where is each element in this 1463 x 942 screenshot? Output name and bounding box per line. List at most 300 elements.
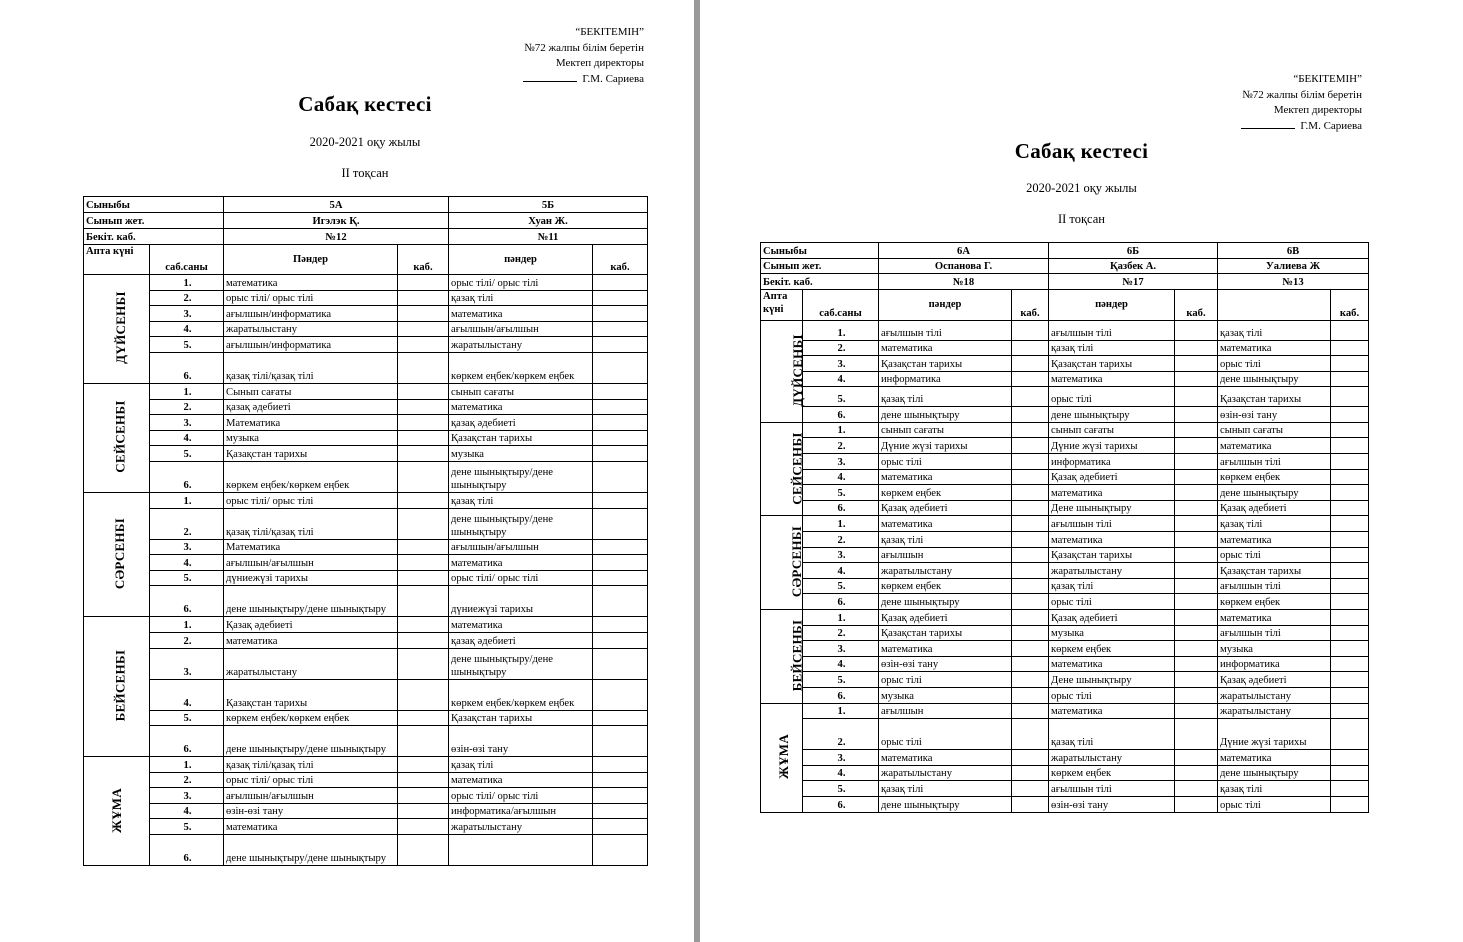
lesson-row: [761, 781, 1369, 797]
room-cell: [1175, 454, 1218, 470]
lesson-number: 2.: [803, 532, 879, 548]
room-cell: [1331, 485, 1369, 501]
room-cell: [398, 819, 449, 835]
subject-cell: Қазақстан тарихы: [1049, 547, 1175, 563]
page-title: Сабақ кестесі: [298, 92, 432, 116]
subject-cell: қазақ тілі: [449, 290, 593, 306]
week-day-header: Апта күні: [761, 289, 803, 320]
day-name: СЕЙСЕНБІ: [112, 400, 128, 474]
header-cell: 6А: [879, 243, 1049, 259]
lesson-row: [761, 407, 1369, 423]
subject-cell: қазақ тілі/қазақ тілі: [224, 352, 398, 383]
lesson-row: [84, 337, 648, 353]
subjects-header: пәндер: [1049, 289, 1175, 320]
room-cell: [1012, 765, 1049, 781]
subject-cell: қазақ тілі: [449, 757, 593, 773]
day-cell: [84, 275, 150, 384]
lesson-number: 6.: [150, 352, 224, 383]
lesson-row: [84, 679, 648, 710]
subject-cell: орыс тілі/ орыс тілі: [449, 275, 593, 291]
lesson-number: 4.: [803, 469, 879, 485]
lesson-number: 2.: [150, 508, 224, 539]
subject-cell: орыс тілі: [1218, 796, 1331, 812]
subject-cell: қазақ тілі: [449, 492, 593, 508]
subject-cell: орыс тілі: [1218, 356, 1331, 372]
subject-cell: жаратылыстану: [1049, 750, 1175, 766]
subject-cell: сынып сағаты: [1218, 422, 1331, 438]
room-cell: [593, 430, 648, 446]
lesson-row: [84, 648, 648, 679]
lesson-row: [761, 687, 1369, 703]
room-cell: [1331, 547, 1369, 563]
subject-cell: өзін-өзі тану: [449, 726, 593, 757]
lesson-number: 2.: [150, 290, 224, 306]
room-cell: [1012, 578, 1049, 594]
room-cell: [398, 617, 449, 633]
director-name: Г.М. Сариева: [582, 72, 644, 85]
subject-cell: математика: [879, 750, 1012, 766]
room-cell: [1175, 781, 1218, 797]
subject-cell: қазақ әдебиеті: [449, 632, 593, 648]
subject-cell: ағылшын тілі: [1218, 578, 1331, 594]
lesson-number: 1.: [803, 703, 879, 719]
room-cell: [1331, 703, 1369, 719]
subject-cell: қазақ тілі: [879, 387, 1012, 407]
subject-cell: дене шынықтыру/дене шынықтыру: [449, 461, 593, 492]
room-cell: [398, 632, 449, 648]
room-cell: [398, 679, 449, 710]
header-cell: Игэлэк Қ.: [224, 213, 449, 229]
lesson-row: [84, 632, 648, 648]
room-cell: [1012, 672, 1049, 688]
subject-cell: жаратылыстану: [1218, 703, 1331, 719]
subject-cell: дене шынықтыру: [1218, 371, 1331, 387]
room-cell: [593, 492, 648, 508]
subject-cell: математика: [879, 641, 1012, 657]
row-label: Бекіт. каб.: [761, 274, 879, 290]
lesson-row: [761, 532, 1369, 548]
room-cell: [593, 415, 648, 431]
lesson-row: [761, 563, 1369, 579]
subject-cell: орыс тілі: [879, 719, 1012, 750]
room-cell: [1331, 641, 1369, 657]
subject-cell: орыс тілі: [1049, 594, 1175, 610]
room-cell: [1012, 641, 1049, 657]
room-cell: [1331, 320, 1369, 340]
page-title: Сабақ кестесі: [1014, 139, 1149, 163]
signature-blank: [1241, 119, 1295, 129]
room-cell: [1175, 547, 1218, 563]
subject-cell: информатика: [1218, 656, 1331, 672]
room-cell: [1012, 719, 1049, 750]
day-cell: [761, 610, 803, 704]
subject-cell: математика: [224, 819, 398, 835]
subject-cell: орыс тілі/ орыс тілі: [224, 492, 398, 508]
lesson-number: 4.: [150, 679, 224, 710]
subject-cell: қазақ тілі: [1218, 516, 1331, 532]
lesson-number: 5.: [803, 672, 879, 688]
lesson-number: 6.: [150, 586, 224, 617]
lesson-number: 2.: [803, 438, 879, 454]
lesson-row: [761, 371, 1369, 387]
subject-cell: орыс тілі: [879, 454, 1012, 470]
subject-cell: Қазақстан тарихы: [224, 446, 398, 462]
room-cell: [1331, 422, 1369, 438]
room-cell: [1175, 407, 1218, 423]
room-cell: [398, 306, 449, 322]
room-cell: [398, 539, 449, 555]
lesson-row: [761, 610, 1369, 626]
lesson-row: [84, 321, 648, 337]
subject-cell: көркем еңбек: [879, 578, 1012, 594]
room-cell: [1012, 320, 1049, 340]
header-cell: 5А: [224, 197, 449, 213]
column-header-row: [761, 289, 1369, 320]
lesson-number: 2.: [150, 399, 224, 415]
room-cell: [1175, 594, 1218, 610]
lesson-number: 3.: [150, 788, 224, 804]
room-cell: [1331, 672, 1369, 688]
subject-cell: музыка: [224, 430, 398, 446]
room-cell: [593, 539, 648, 555]
subject-cell: дене шынықтыру: [879, 796, 1012, 812]
subject-cell: Қазақстан тарихы: [1049, 356, 1175, 372]
subject-cell: Қазақстан тарихы: [1218, 387, 1331, 407]
room-cell: [1175, 516, 1218, 532]
lesson-row: [761, 796, 1369, 812]
subject-cell: Дүние жүзі тарихы: [1218, 719, 1331, 750]
room-cell: [1331, 719, 1369, 750]
subject-cell: орыс тілі: [1049, 687, 1175, 703]
subject-cell: көркем еңбек/көркем еңбек: [224, 461, 398, 492]
lesson-count-header: саб.саны: [803, 289, 879, 320]
room-cell: [1012, 500, 1049, 516]
room-cell: [398, 710, 449, 726]
subject-cell: Қазақ әдебиеті: [1049, 469, 1175, 485]
lesson-number: 2.: [803, 625, 879, 641]
subject-cell: өзін-өзі тану: [224, 803, 398, 819]
subject-cell: математика: [449, 306, 593, 322]
subject-cell: жаратылыстану: [1218, 687, 1331, 703]
room-cell: [1331, 625, 1369, 641]
subject-cell: Қазақстан тарихы: [879, 356, 1012, 372]
room-cell: [593, 461, 648, 492]
lesson-number: 5.: [150, 819, 224, 835]
room-cell: [593, 679, 648, 710]
lesson-number: 4.: [150, 803, 224, 819]
subject-cell: ағылшын: [879, 703, 1012, 719]
subject-cell: Қазақстан тарихы: [449, 430, 593, 446]
lesson-row: [84, 492, 648, 508]
subject-cell: қазақ тілі: [1049, 719, 1175, 750]
lesson-row: [761, 672, 1369, 688]
subject-cell: қазақ тілі: [1049, 340, 1175, 356]
room-cell: [398, 415, 449, 431]
lesson-row: [761, 340, 1369, 356]
lesson-row: [761, 454, 1369, 470]
subject-cell: қазақ тілі/қазақ тілі: [224, 757, 398, 773]
room-cell: [593, 632, 648, 648]
room-cell: [1012, 407, 1049, 423]
subject-cell: ағылшын/информатика: [224, 337, 398, 353]
room-cell: [1331, 610, 1369, 626]
subject-cell: Қазақ әдебиеті: [1218, 672, 1331, 688]
subject-cell: ағылшын/ағылшын: [224, 788, 398, 804]
lesson-row: [761, 485, 1369, 501]
header-cell: Оспанова Г.: [879, 258, 1049, 274]
room-cell: [1331, 438, 1369, 454]
subject-cell: көркем еңбек: [1218, 594, 1331, 610]
room-cell: [1175, 703, 1218, 719]
room-cell: [1331, 656, 1369, 672]
subject-cell: ағылшын: [879, 547, 1012, 563]
subject-cell: көркем еңбек/көркем еңбек: [449, 352, 593, 383]
room-cell: [398, 788, 449, 804]
lesson-row: [761, 500, 1369, 516]
room-cell: [398, 570, 449, 586]
subject-cell: ағылшын тілі: [1049, 516, 1175, 532]
room-header: каб.: [593, 245, 648, 275]
week-day-header: Апта күні: [84, 245, 150, 275]
subject-cell: орыс тілі: [1218, 547, 1331, 563]
room-cell: [1331, 387, 1369, 407]
room-cell: [1175, 532, 1218, 548]
room-cell: [1331, 516, 1369, 532]
room-cell: [593, 275, 648, 291]
lesson-row: [84, 399, 648, 415]
lesson-number: 6.: [803, 407, 879, 423]
room-cell: [593, 835, 648, 866]
lesson-row: [84, 306, 648, 322]
subject-cell: Дүние жүзі тарихы: [879, 438, 1012, 454]
room-cell: [1331, 594, 1369, 610]
subject-cell: [449, 835, 593, 866]
room-cell: [1012, 469, 1049, 485]
lesson-row: [761, 356, 1369, 372]
approval-line: “БЕКІТЕМІН”: [575, 26, 644, 38]
room-cell: [398, 290, 449, 306]
subject-cell: қазақ тілі: [1049, 578, 1175, 594]
day-name: ДҮЙСЕНБІ: [112, 291, 128, 365]
room-cell: [398, 383, 449, 399]
subject-cell: дене шынықтыру/дене шынықтыру: [224, 726, 398, 757]
lesson-number: 2.: [150, 632, 224, 648]
subject-cell: сынып сағаты: [1049, 422, 1175, 438]
subject-cell: ағылшын/ағылшын: [224, 555, 398, 571]
room-cell: [1331, 500, 1369, 516]
lesson-number: 3.: [803, 454, 879, 470]
room-cell: [1012, 547, 1049, 563]
room-cell: [398, 586, 449, 617]
subject-cell: дене шынықтыру: [879, 407, 1012, 423]
room-cell: [1175, 765, 1218, 781]
room-cell: [398, 446, 449, 462]
lesson-number: 4.: [150, 321, 224, 337]
subject-cell: қазақ тілі: [1218, 320, 1331, 340]
lesson-row: [761, 750, 1369, 766]
room-cell: [1175, 469, 1218, 485]
lesson-number: 3.: [150, 306, 224, 322]
approval-line: Мектеп директоры: [1273, 104, 1362, 116]
room-cell: [1175, 578, 1218, 594]
subject-cell: Қазақ әдебиеті: [224, 617, 398, 633]
room-cell: [593, 352, 648, 383]
room-cell: [1175, 625, 1218, 641]
room-cell: [1175, 719, 1218, 750]
subject-cell: қазақ тілі: [1218, 781, 1331, 797]
row-label: Сынып жет.: [761, 258, 879, 274]
room-cell: [1012, 625, 1049, 641]
lesson-row: [761, 719, 1369, 750]
room-cell: [1012, 750, 1049, 766]
day-cell: [84, 617, 150, 757]
room-cell: [398, 352, 449, 383]
room-cell: [1331, 765, 1369, 781]
subject-cell: жаратылыстану: [449, 337, 593, 353]
lesson-number: 4.: [803, 765, 879, 781]
subject-cell: қазақ әдебиеті: [449, 415, 593, 431]
lesson-number: 4.: [803, 656, 879, 672]
subject-cell: музыка: [449, 446, 593, 462]
subject-cell: математика: [1218, 340, 1331, 356]
lesson-row: [84, 570, 648, 586]
room-cell: [1331, 750, 1369, 766]
subject-cell: орыс тілі/ орыс тілі: [449, 570, 593, 586]
lesson-row: [84, 290, 648, 306]
subject-cell: математика: [1218, 532, 1331, 548]
day-name: СӘРСЕНБІ: [789, 526, 805, 598]
room-cell: [593, 772, 648, 788]
subject-cell: қазақ тілі/қазақ тілі: [224, 508, 398, 539]
room-cell: [593, 788, 648, 804]
room-cell: [398, 321, 449, 337]
subject-cell: математика: [449, 399, 593, 415]
room-cell: [1012, 781, 1049, 797]
day-name: СӘРСЕНБІ: [112, 517, 128, 590]
approval-block: [523, 25, 644, 87]
lesson-number: 6.: [150, 461, 224, 492]
subject-cell: математика: [449, 772, 593, 788]
subject-cell: сынып сағаты: [879, 422, 1012, 438]
subject-cell: Қазақстан тарихы: [224, 679, 398, 710]
day-name: БЕЙСЕНБІ: [112, 649, 128, 722]
header-cell: Хуан Ж.: [449, 213, 648, 229]
header-cell: №18: [879, 274, 1049, 290]
subject-cell: ағылшын тілі: [1049, 320, 1175, 340]
subject-cell: жаратылыстану: [1049, 563, 1175, 579]
room-cell: [398, 803, 449, 819]
lesson-number: 5.: [150, 710, 224, 726]
subject-cell: орыс тілі/ орыс тілі: [224, 290, 398, 306]
lesson-row: [84, 710, 648, 726]
room-cell: [593, 555, 648, 571]
lesson-number: 5.: [803, 578, 879, 594]
subject-cell: Қазақстан тарихы: [879, 625, 1012, 641]
room-cell: [1175, 438, 1218, 454]
room-cell: [593, 290, 648, 306]
room-cell: [1012, 594, 1049, 610]
lesson-number: 1.: [803, 320, 879, 340]
subject-cell: орыс тілі/ орыс тілі: [224, 772, 398, 788]
lesson-row: [84, 352, 648, 383]
subject-cell: музыка: [1218, 641, 1331, 657]
subject-cell: көркем еңбек/көркем еңбек: [224, 710, 398, 726]
lesson-row: [84, 726, 648, 757]
lesson-number: 2.: [150, 772, 224, 788]
day-name: СЕЙСЕНБІ: [789, 431, 805, 505]
lesson-row: [84, 835, 648, 866]
academic-year: 2020-2021 оқу жылы: [309, 135, 421, 149]
lesson-number: 1.: [150, 383, 224, 399]
subject-cell: қазақ әдебиеті: [224, 399, 398, 415]
lesson-number: 3.: [803, 547, 879, 563]
day-cell: [84, 383, 150, 492]
subject-cell: дене шынықтыру: [1218, 485, 1331, 501]
subject-cell: дене шынықтыру: [1049, 407, 1175, 423]
subject-cell: дене шынықтыру/дене шынықтыру: [449, 508, 593, 539]
room-cell: [1012, 356, 1049, 372]
subject-cell: Дүние жүзі тарихы: [1049, 438, 1175, 454]
lesson-row: [761, 641, 1369, 657]
room-header: каб.: [1331, 289, 1369, 320]
lesson-row: [84, 446, 648, 462]
lesson-count-header: саб.саны: [150, 245, 224, 275]
lesson-row: [84, 461, 648, 492]
header-cell: 5Б: [449, 197, 648, 213]
lesson-number: 2.: [803, 340, 879, 356]
subject-cell: музыка: [879, 687, 1012, 703]
class-row: [84, 197, 648, 213]
subject-cell: Қазақ әдебиеті: [1218, 500, 1331, 516]
room-cell: [398, 648, 449, 679]
day-name: ЖҰМА: [776, 733, 792, 780]
lesson-number: 3.: [150, 415, 224, 431]
lesson-number: 6.: [150, 726, 224, 757]
subject-cell: математика: [1049, 656, 1175, 672]
room-cell: [1012, 687, 1049, 703]
signature-blank: [523, 72, 577, 82]
subject-cell: дүниежүзі тарихы: [449, 586, 593, 617]
room-cell: [1175, 387, 1218, 407]
subject-cell: ағылшын/ағылшын: [449, 539, 593, 555]
lesson-number: 6.: [150, 835, 224, 866]
room-cell: [593, 617, 648, 633]
subject-cell: Қазақстан тарихы: [1218, 563, 1331, 579]
lesson-row: [84, 586, 648, 617]
page-right: [700, 0, 1405, 942]
room-cell: [1331, 454, 1369, 470]
room-cell: [1331, 371, 1369, 387]
lesson-row: [761, 765, 1369, 781]
lesson-row: [761, 422, 1369, 438]
room-cell: [1175, 371, 1218, 387]
subject-cell: математика: [224, 632, 398, 648]
subjects-header: пәндер: [449, 245, 593, 275]
row-label: Сынып жет.: [84, 213, 224, 229]
lesson-row: [84, 383, 648, 399]
subject-cell: математика: [1218, 750, 1331, 766]
room-cell: [1012, 371, 1049, 387]
room-cell: [593, 399, 648, 415]
lesson-row: [84, 555, 648, 571]
lesson-number: 3.: [803, 750, 879, 766]
academic-year: 2020-2021 оқу жылы: [1026, 181, 1137, 195]
lesson-row: [84, 819, 648, 835]
subject-cell: қазақ тілі: [879, 781, 1012, 797]
room-cell: [593, 570, 648, 586]
room-cell: [1175, 656, 1218, 672]
day-cell: [84, 757, 150, 866]
